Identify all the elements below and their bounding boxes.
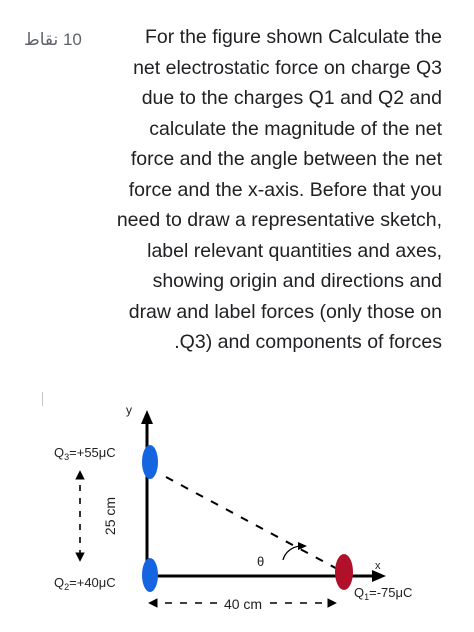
- question-line: due to the charges Q1 and Q2 and: [141, 87, 442, 109]
- q3-symbol: Q: [54, 445, 65, 460]
- q1-label: [354, 585, 412, 602]
- y-axis-label: y: [126, 403, 132, 417]
- q3-subscript: 3: [64, 452, 70, 462]
- question-line: .Q3) and components of forces: [174, 331, 442, 353]
- question-line: need to draw a representative sketch,: [116, 209, 442, 231]
- q3-value: =+55μC: [69, 445, 116, 460]
- q3-label: [54, 445, 116, 462]
- question-line: calculate the magnitude of the net: [149, 117, 442, 140]
- y-axis-arrowhead: [141, 410, 153, 424]
- q3-charge: [142, 445, 158, 479]
- q2-value: =+40μC: [69, 575, 116, 590]
- question-line: draw and label forces (only those on: [128, 300, 442, 323]
- q1-value: =-75μC: [369, 585, 413, 600]
- x-axis-label: x: [375, 560, 381, 572]
- angle-label: θ: [257, 554, 265, 569]
- question-line: label relevant quantities and axes,: [147, 239, 442, 262]
- q3-q1-dashed-line: [166, 477, 343, 572]
- q1-charge: [335, 554, 353, 590]
- q2-charge: [142, 558, 158, 592]
- horizontal-distance-label: 40 cm: [223, 596, 263, 612]
- question-line: force and the x-axis. Before that you: [128, 178, 442, 201]
- question-line: force and the angle between the net: [130, 148, 442, 170]
- question-line: net electrostatic force on charge Q3: [133, 56, 442, 79]
- angle-arrowhead: [298, 542, 307, 550]
- vertical-distance-label: 25 cm: [102, 496, 118, 536]
- question-line: For the figure shown Calculate the: [145, 26, 442, 48]
- q1-subscript: 1: [364, 592, 370, 602]
- q2-symbol: Q: [54, 575, 65, 590]
- q2-label: [54, 575, 116, 592]
- points-label: 10 نقاط: [24, 30, 82, 49]
- q2-subscript: 2: [64, 582, 70, 592]
- q1-symbol: Q: [354, 585, 365, 600]
- question-line: showing origin and directions and: [152, 270, 442, 292]
- angle-arc: [283, 546, 300, 560]
